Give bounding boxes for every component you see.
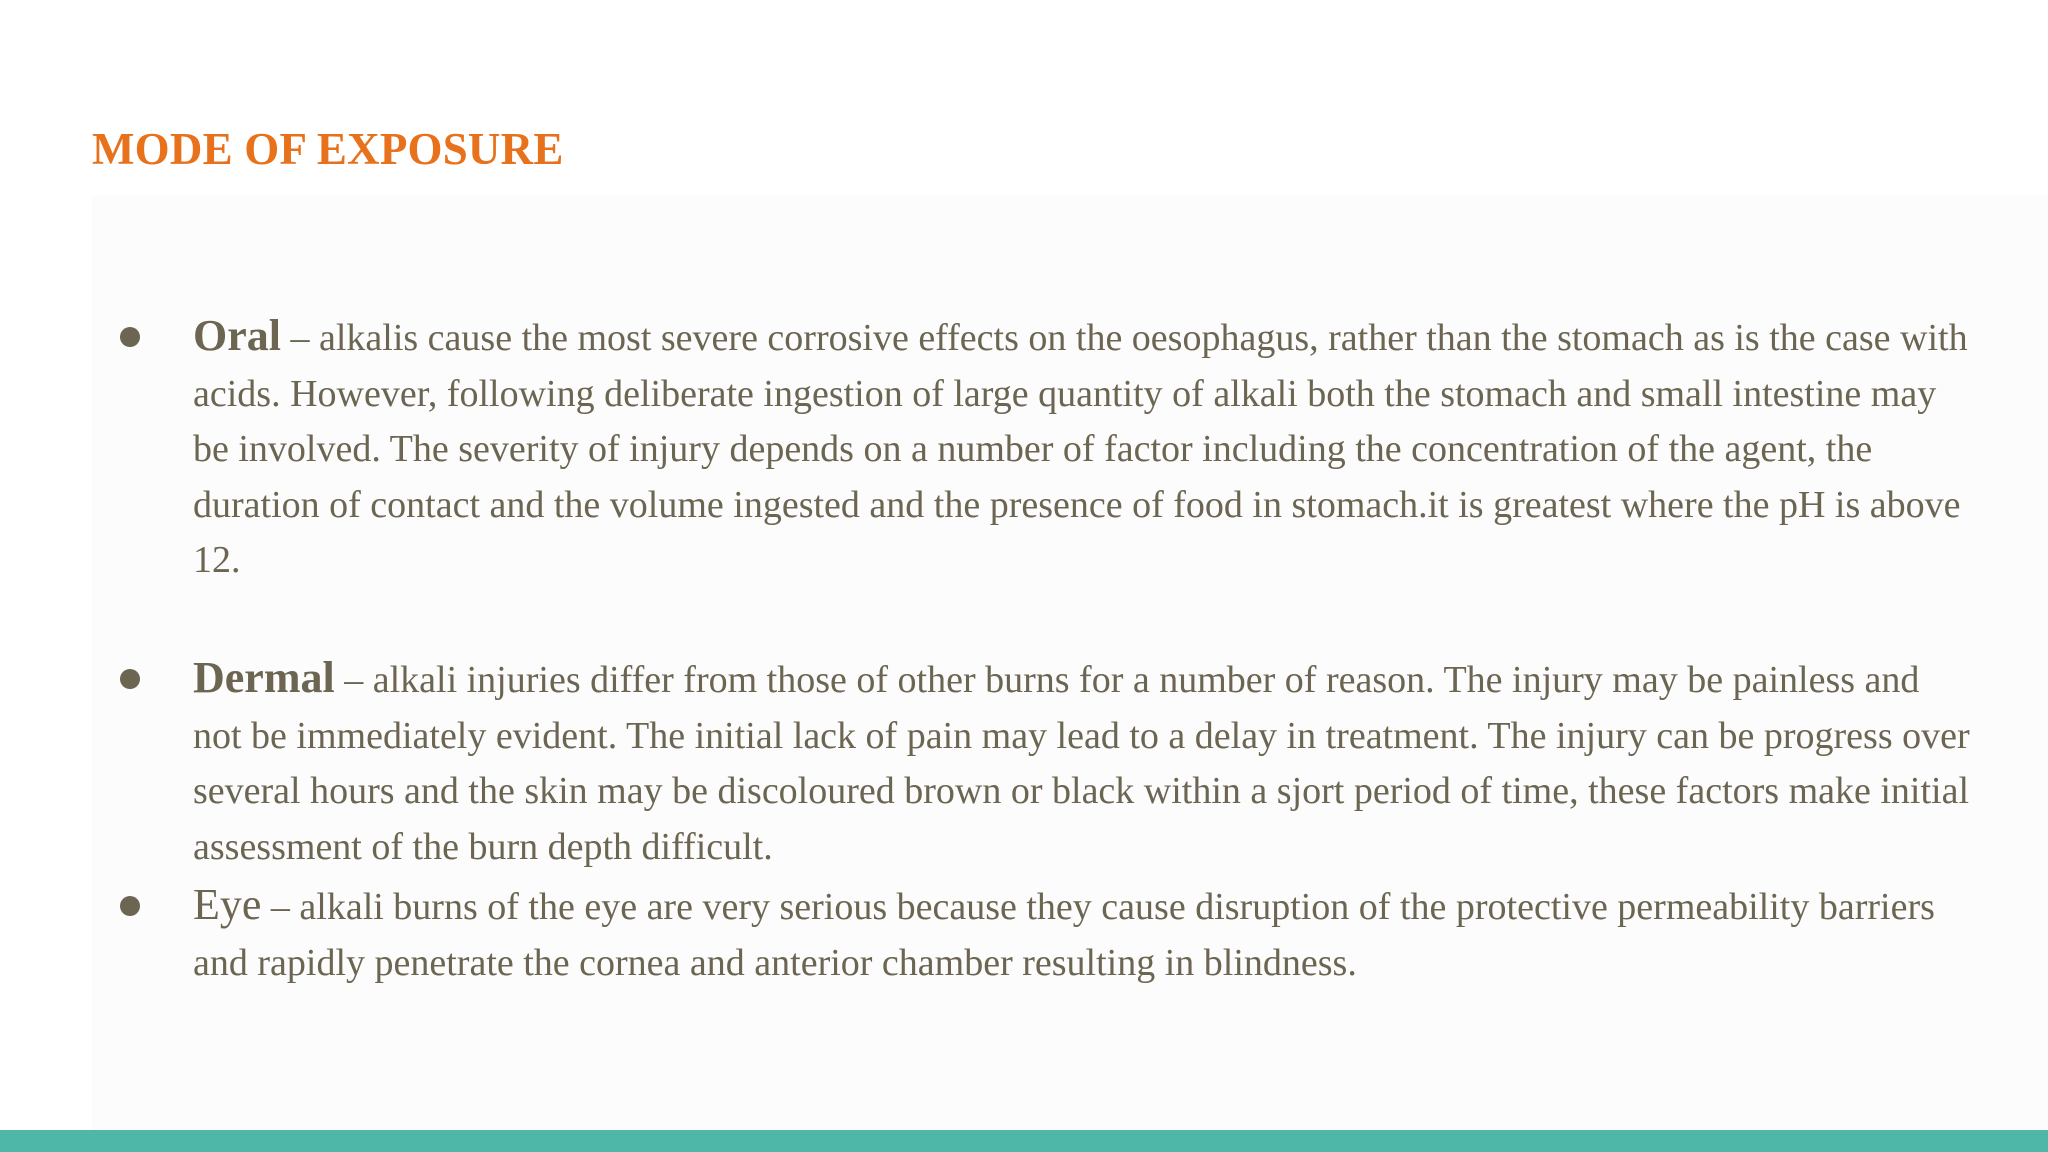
bullet-item-eye — [193, 877, 1973, 991]
footer-accent-bar — [0, 1130, 2048, 1152]
bullet-text: – alkali injuries differ from those of other burns for a number of reason. The injury may be painless and not be immediately evident. The initial lack of pain may lead to a delay in treatment. The injury can be progress over several hours and the skin may be discoloured brown or black within a sjort period of time, these factors make initial assessment of the burn depth difficult. — [193, 659, 1970, 868]
bullet-dot-icon — [120, 327, 140, 347]
bullet-dot-icon — [120, 896, 140, 916]
bullet-item-dermal — [193, 650, 1973, 875]
bullet-dot-icon — [120, 669, 140, 689]
bullet-paragraph — [193, 877, 1973, 991]
bullet-paragraph — [193, 650, 1973, 875]
slide-title: MODE OF EXPOSURE — [92, 124, 564, 174]
bullet-term: Dermal — [193, 653, 335, 702]
bullet-term: Oral — [193, 311, 281, 360]
bullet-term: Eye — [193, 880, 262, 929]
bullet-paragraph — [193, 308, 1973, 589]
bullet-item-oral — [193, 308, 1973, 589]
bullet-text: – alkali burns of the eye are very serious because they cause disruption of the protective permeability barriers and rapidly penetrate the cornea and anterior chamber resulting in blindness. — [193, 886, 1935, 984]
bullet-text: – alkalis cause the most severe corrosive effects on the oesophagus, rather than the stomach as is the case with acids. However, following deliberate ingestion of large quantity of alkali both the stomach and small intestine may be involved. The severity of injury depends on a number of factor including the concentration of the agent, the duration of contact and the volume ingested and the presence of food in stomach.it is greatest where the pH is above 12. — [193, 317, 1968, 581]
